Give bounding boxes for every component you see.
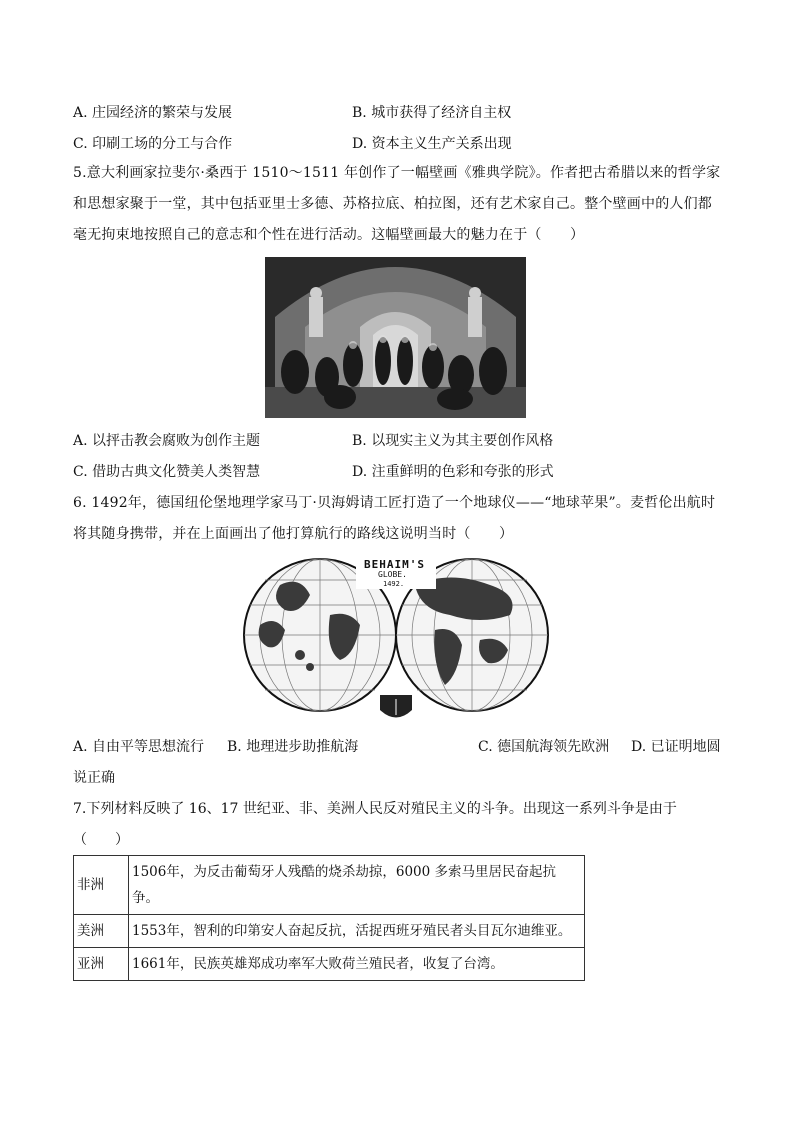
q4-option-b: B. 城市获得了经济自主权	[352, 105, 512, 121]
q4-option-a: A. 庄园经济的繁荣与发展	[73, 105, 233, 121]
behaim-globe-image	[240, 555, 552, 725]
q7-stem: 7.下列材料反映了 16、17 世纪亚、非、美洲人民反对殖民主义的斗争。出现这一系列斗争是由于	[73, 801, 677, 817]
q6-option-c: C. 德国航海领先欧洲	[478, 739, 610, 755]
q6-option-a: A. 自由平等思想流行	[73, 739, 205, 755]
q5-option-b: B. 以现实主义为其主要创作风格	[352, 433, 554, 449]
q5-option-d: D. 注重鲜明的色彩和夸张的形式	[352, 464, 554, 480]
table-cell-text: 1553年，智利的印第安人奋起反抗，活捉西班牙殖民者头目瓦尔迪维亚。	[129, 915, 585, 948]
table-row	[74, 915, 585, 948]
q6-option-d-continuation: 说正确	[73, 770, 115, 786]
table-cell-region: 美洲	[74, 915, 129, 948]
q5-option-a: A. 以抨击教会腐败为创作主题	[73, 433, 261, 449]
table-cell-text: 1506年，为反击葡萄牙人残酷的烧杀劫掠，6000 多索马里居民奋起抗争。	[129, 856, 585, 915]
q5-option-c: C. 借助古典文化赞美人类智慧	[73, 464, 261, 480]
globe-year: 1492.	[383, 580, 405, 588]
q6-option-d: D. 已证明地圆	[631, 739, 721, 755]
table-cell-region: 非洲	[74, 856, 129, 915]
q4-option-c: C. 印刷工场的分工与合作	[73, 136, 233, 152]
q7-material-table	[73, 855, 585, 981]
table-cell-region: 亚洲	[74, 948, 129, 981]
school-of-athens-image	[265, 257, 526, 418]
table-cell-text: 1661年，民族英雄郑成功率军大败荷兰殖民者，收复了台湾。	[129, 948, 585, 981]
q5-stem: 5.意大利画家拉斐尔·桑西于 1510～1511 年创作了一幅壁画《雅典学院》。作者把古希腊以来的哲学家和思想家聚于一堂，其中包括亚里士多德、苏格拉底、柏拉图，还有艺术家自己。整个壁画中的人们都毫无拘束地按照自己的意志和个性在进行活动。这幅壁画最大的魅力在于（ ）	[73, 165, 721, 243]
globe-subtitle: GLOBE.	[378, 570, 407, 579]
q6-option-b: B. 地理进步助推航海	[227, 739, 359, 755]
q6-stem: 6. 1492年，德国纽伦堡地理学家马丁·贝海姆请工匠打造了一个地球仪——“地球苹果”。麦哲伦出航时将其随身携带，并在上面画出了他打算航行的路线这说明当时（ ）	[73, 495, 716, 542]
q7-stem-bracket: （ ）	[73, 832, 129, 848]
table-row	[74, 856, 585, 915]
q4-option-d: D. 资本主义生产关系出现	[352, 136, 512, 152]
table-row	[74, 948, 585, 981]
globe-title: BEHAIM'S	[364, 558, 425, 571]
